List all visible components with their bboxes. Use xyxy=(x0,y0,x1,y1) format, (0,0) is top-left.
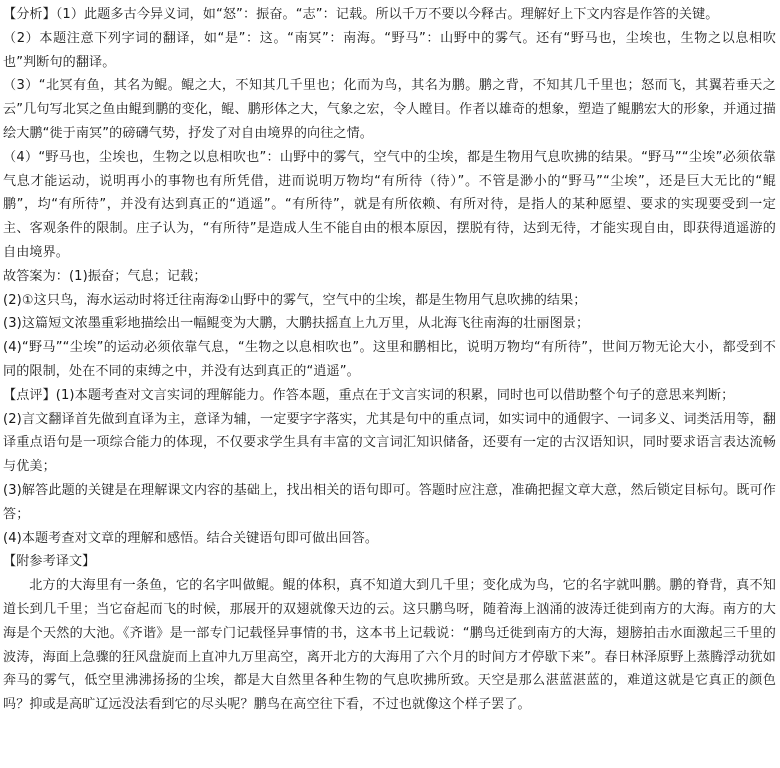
analysis-intro-paragraph: 【分析】（1）此题多古今异义词，如“怒”：振奋。“志”：记载。所以千万不要以今释古。理解好上下文内容是作答的关键。 xyxy=(3,7,719,22)
comment-part-1-paragraph: 【点评】(1)本题考查对文言实词的理解能力。作答本题，重点在于文言实词的积累，同时也可以借助整个句子的意思来判断； xyxy=(3,387,735,403)
analysis-part-2-paragraph: （2）本题注意下列字词的翻译，如“是”：这。“南冥”：南海。“野马”：山野中的雾气。还有“野马也，尘埃也，生物之以息相吹也”判断句的翻译。 xyxy=(3,30,776,70)
translation-body-paragraph: 北方的大海里有一条鱼，它的名字叫做鲲。鲲的体积，真不知道大到几千里；变化成为鸟，它的名字就叫鹏。鹏的脊背，真不知道长到几千里；当它奋起而飞的时候，那展开的双翅就像天边的云。这只鹏鸟呀，随着海上汹涌的波涛迁徙到南方的大海。南方的大海是个天然的大池。《齐谐》是一部专门记载怪异事情的书，这本书上记载说：“鹏鸟迁徙到南方的大海，翅膀拍击水面激起三千里的波涛，海面上急骤的狂风盘旋而上直冲九万里高空，离开北方的大海用了六个月的时间方才停歇下来”。春日林泽原野上蒸腾浮动犹如奔马的雾气，低空里沸沸扬扬的尘埃，都是大自然里各种生物的气息吹拂所致。天空是那么湛蓝湛蓝的，难道这就是它真正的颜色吗？抑或是高旷辽远没法看到它的尽头呢？鹏鸟在高空往下看，不过也就像这个样子罢了。 xyxy=(3,578,776,713)
analysis-part-3-paragraph: （3）“北冥有鱼，其名为鲲。鲲之大，不知其几千里也；化而为鸟，其名为鹏。鹏之背，不知其几千里也；怒而飞，其翼若垂天之云”几句写北冥之鱼由鲲到鹏的变化，鲲、鹏形体之大，气象之宏，令人瞠目。作者以雄奇的想象，塑造了鲲鹏宏大的形象，并通过描绘大鹏“徙于南冥”的磅礴气势，抒发了对自由境界的向往之情。 xyxy=(3,78,776,141)
comment-part-4-paragraph: (4)本题考查对文章的理解和感悟。结合关键语句即可做出回答。 xyxy=(3,530,379,546)
answer-part-4-paragraph: (4)“野马”“尘埃”的运动必须依靠气息，“生物之以息相吹也”。这里和鹏相比，说明万物均“有所待”，世间万物无论大小，都受到不同的限制，处在不同的束缚之中，并没有达到真正的“逍遥”。 xyxy=(3,340,776,379)
comment-part-3-paragraph: (3)解答此题的关键是在理解课文内容的基础上，找出相关的语句即可。答题时应注意，准确把握文章大意，然后锁定目标句。既可作答； xyxy=(3,482,776,522)
comment-part-2-paragraph: (2)言文翻译首先做到直译为主，意译为辅，一定要字字落实，尤其是句中的重点词，如实词中的通假字、一词多义、词类活用等，翻译重点语句是一项综合能力的体现，不仅要求学生具有丰富的文言词汇知识储备，还要有一定的古汉语知识，同时要求语言表达流畅与优美； xyxy=(3,411,776,475)
analysis-part-4-paragraph: （4）“野马也，尘埃也，生物之以息相吹也”：山野中的雾气，空气中的尘埃，都是生物用气息吹拂的结果。“野马”“尘埃”必须依靠气息才能运动，说明再小的事物也有所凭借，进而说明万物均“有所待（待）”。不管是渺小的“野马”“尘埃”，还是巨大无比的“鲲鹏”，均“有所待”，并没有达到真正的“逍遥”。“有所待”，就是有所依赖、有所对待，是指人的某种愿望、要求的实现要受到一定主、客观条件的限制。庄子认为，“有所待”是造成人生不能自由的根本原因，摆脱有待，达到无待，才能实现自由，即获得逍遥游的自由境界。 xyxy=(3,149,776,260)
answer-part-3-paragraph: (3)这篇短文浓墨重彩地描绘出一幅鲲变为大鹏，大鹏扶摇直上九万里，从北海飞往南海的壮丽图景； xyxy=(3,316,590,332)
answer-part-2-paragraph: (2)①这只鸟，海水运动时将迁往南海②山野中的雾气，空气中的尘埃，都是生物用气息吹拂的结果； xyxy=(3,292,587,308)
answer-part-1-paragraph: 故答案为：(1)振奋；气息；记载； xyxy=(3,268,207,284)
translation-heading: 【附参考译文】 xyxy=(3,554,96,570)
